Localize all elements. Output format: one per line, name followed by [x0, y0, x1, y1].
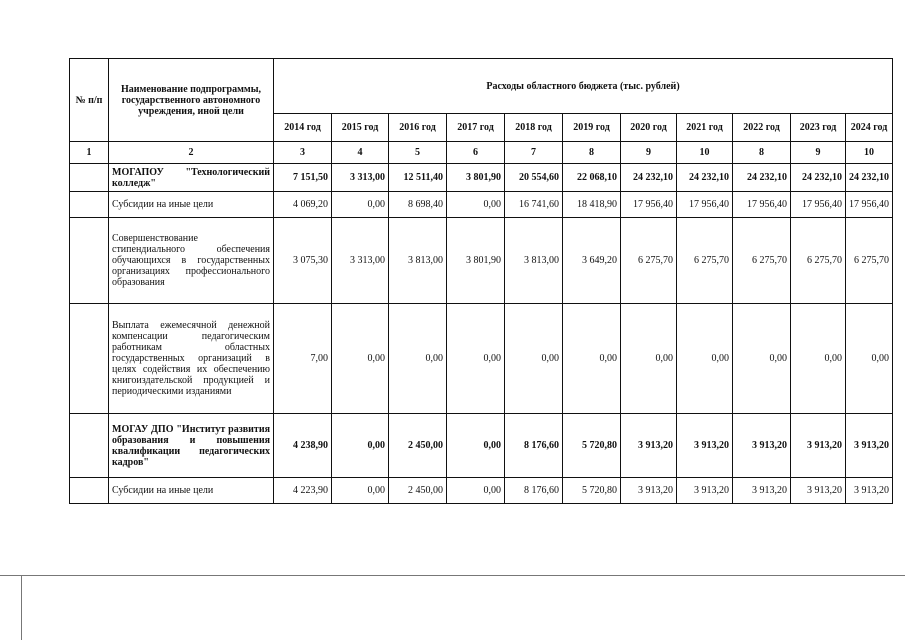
value-cell: 3 813,00 [505, 218, 563, 304]
budget-table-container [69, 58, 893, 504]
table-row [70, 304, 893, 414]
value-cell: 0,00 [505, 304, 563, 414]
header-year: 2024 год [846, 114, 893, 142]
value-cell: 0,00 [563, 304, 621, 414]
table-row [70, 192, 893, 218]
value-cell: 3 801,90 [447, 164, 505, 192]
value-cell: 0,00 [447, 304, 505, 414]
value-cell: 0,00 [332, 304, 389, 414]
value-cell: 0,00 [621, 304, 677, 414]
row-name: Совершенствование стипендиального обеспечения обучающихся в государственных организациях профессионального образования [109, 218, 274, 304]
budget-table [69, 58, 893, 504]
row-name: Субсидии на иные цели [109, 192, 274, 218]
value-cell: 0,00 [389, 304, 447, 414]
row-name: Субсидии на иные цели [109, 478, 274, 504]
value-cell: 0,00 [677, 304, 733, 414]
column-number: 8 [733, 142, 791, 164]
value-cell: 0,00 [332, 192, 389, 218]
value-cell: 8 176,60 [505, 478, 563, 504]
column-number: 6 [447, 142, 505, 164]
value-cell: 20 554,60 [505, 164, 563, 192]
row-number-cell [70, 478, 109, 504]
value-cell: 3 649,20 [563, 218, 621, 304]
table-row [70, 478, 893, 504]
row-number-cell [70, 164, 109, 192]
value-cell: 24 232,10 [846, 164, 893, 192]
header-year: 2023 год [791, 114, 846, 142]
value-cell: 0,00 [447, 192, 505, 218]
value-cell: 3 913,20 [846, 414, 893, 478]
value-cell: 12 511,40 [389, 164, 447, 192]
value-cell: 18 418,90 [563, 192, 621, 218]
value-cell: 3 913,20 [791, 478, 846, 504]
table-row [70, 414, 893, 478]
value-cell: 0,00 [332, 414, 389, 478]
header-expenses-title: Расходы областного бюджета (тыс. рублей) [274, 59, 893, 114]
value-cell: 3 913,20 [677, 414, 733, 478]
value-cell: 2 450,00 [389, 414, 447, 478]
header-num: № п/п [70, 59, 109, 142]
value-cell: 5 720,80 [563, 478, 621, 504]
value-cell: 17 956,40 [791, 192, 846, 218]
value-cell: 4 069,20 [274, 192, 332, 218]
header-year: 2015 год [332, 114, 389, 142]
value-cell: 3 801,90 [447, 218, 505, 304]
value-cell: 3 913,20 [733, 414, 791, 478]
row-number-cell [70, 218, 109, 304]
row-name: МОГАУ ДПО "Институт развития образования и повышения квалификации педагогических кадров" [109, 414, 274, 478]
value-cell: 0,00 [791, 304, 846, 414]
table-body [70, 164, 893, 504]
header-year: 2022 год [733, 114, 791, 142]
value-cell: 3 313,00 [332, 218, 389, 304]
row-name: Выплата ежемесячной денежной компенсации педагогическим работникам областных государственных организаций в целях содействия их обеспечению книгоиздательской продукцией и периодическими изданиями [109, 304, 274, 414]
row-name: МОГАПОУ "Технологический колледж" [109, 164, 274, 192]
value-cell: 3 313,00 [332, 164, 389, 192]
header-year: 2020 год [621, 114, 677, 142]
value-cell: 3 913,20 [677, 478, 733, 504]
value-cell: 24 232,10 [733, 164, 791, 192]
value-cell: 6 275,70 [791, 218, 846, 304]
value-cell: 8 698,40 [389, 192, 447, 218]
column-number: 10 [846, 142, 893, 164]
value-cell: 6 275,70 [677, 218, 733, 304]
value-cell: 8 176,60 [505, 414, 563, 478]
value-cell: 24 232,10 [791, 164, 846, 192]
value-cell: 0,00 [733, 304, 791, 414]
value-cell: 6 275,70 [621, 218, 677, 304]
column-number: 3 [274, 142, 332, 164]
value-cell: 6 275,70 [846, 218, 893, 304]
header-year: 2018 год [505, 114, 563, 142]
header-year: 2021 год [677, 114, 733, 142]
value-cell: 24 232,10 [621, 164, 677, 192]
value-cell: 3 913,20 [621, 478, 677, 504]
column-number: 8 [563, 142, 621, 164]
column-number: 2 [109, 142, 274, 164]
value-cell: 7 151,50 [274, 164, 332, 192]
value-cell: 3 075,30 [274, 218, 332, 304]
value-cell: 3 913,20 [733, 478, 791, 504]
column-number: 4 [332, 142, 389, 164]
table-row [70, 218, 893, 304]
value-cell: 0,00 [846, 304, 893, 414]
value-cell: 3 913,20 [846, 478, 893, 504]
page-left-rule [21, 575, 22, 640]
column-number: 1 [70, 142, 109, 164]
value-cell: 4 238,90 [274, 414, 332, 478]
table-row [70, 164, 893, 192]
value-cell: 3 813,00 [389, 218, 447, 304]
value-cell: 22 068,10 [563, 164, 621, 192]
value-cell: 0,00 [332, 478, 389, 504]
column-number: 10 [677, 142, 733, 164]
header-year: 2016 год [389, 114, 447, 142]
header-year: 2014 год [274, 114, 332, 142]
value-cell: 17 956,40 [733, 192, 791, 218]
value-cell: 5 720,80 [563, 414, 621, 478]
value-cell: 7,00 [274, 304, 332, 414]
header-name: Наименование подпрограммы, государственного автономного учреждения, иной цели [109, 59, 274, 142]
column-number-row [70, 142, 893, 164]
value-cell: 3 913,20 [791, 414, 846, 478]
value-cell: 2 450,00 [389, 478, 447, 504]
value-cell: 17 956,40 [846, 192, 893, 218]
value-cell: 17 956,40 [677, 192, 733, 218]
column-number: 7 [505, 142, 563, 164]
header-year: 2019 год [563, 114, 621, 142]
column-number: 9 [621, 142, 677, 164]
value-cell: 6 275,70 [733, 218, 791, 304]
value-cell: 3 913,20 [621, 414, 677, 478]
row-number-cell [70, 414, 109, 478]
value-cell: 0,00 [447, 414, 505, 478]
header-year: 2017 год [447, 114, 505, 142]
page-bottom-rule [0, 575, 905, 576]
column-number: 5 [389, 142, 447, 164]
row-number-cell [70, 192, 109, 218]
value-cell: 0,00 [447, 478, 505, 504]
column-number: 9 [791, 142, 846, 164]
value-cell: 17 956,40 [621, 192, 677, 218]
row-number-cell [70, 304, 109, 414]
value-cell: 24 232,10 [677, 164, 733, 192]
value-cell: 16 741,60 [505, 192, 563, 218]
value-cell: 4 223,90 [274, 478, 332, 504]
